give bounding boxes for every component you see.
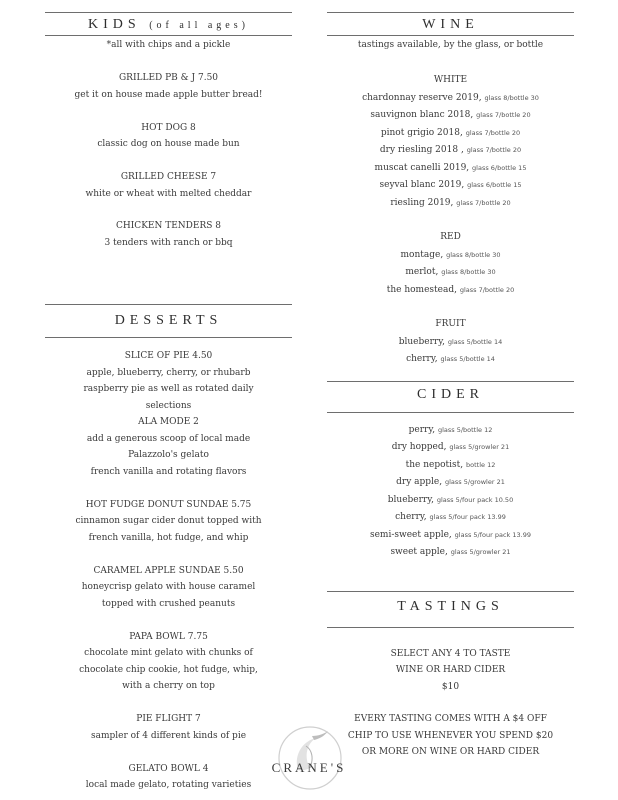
wine-item: blueberry, glass 5/bottle 14 — [398, 337, 503, 347]
crane-logo-icon — [276, 724, 344, 792]
cider-item: dry hopped, glass 5/growler 21 — [391, 442, 510, 452]
cider-item: blueberry, glass 5/four pack 10.50 — [387, 495, 514, 505]
cider-item: perry, glass 5/bottle 12 — [408, 425, 493, 435]
kids-title: KIDS — [88, 17, 141, 32]
dessert-item-title: PAPA BOWL 7.75 — [129, 632, 208, 642]
kids-item-desc: classic dog on house made bun — [97, 139, 240, 149]
tastings-line: CHIP TO USE WHENEVER YOU SPEND $20 — [347, 731, 554, 741]
cider-heading: CIDER — [417, 387, 484, 402]
tastings-heading: TASTINGS — [397, 599, 504, 614]
kids-item-desc: 3 tenders with ranch or bbq — [104, 238, 233, 248]
wine-item: seyval blanc 2019, glass 6/bottle 15 — [379, 180, 522, 190]
cider-item: semi-sweet apple, glass 5/four pack 13.99 — [369, 530, 531, 540]
dessert-item-desc: cinnamon sugar cider donut topped with — [75, 516, 262, 526]
wine-item: riesling 2019, glass 7/bottle 20 — [390, 198, 511, 208]
kids-subtitle: (of all ages) — [149, 20, 249, 31]
wine-item: montage, glass 8/bottle 30 — [400, 250, 501, 260]
wine-top-rule — [327, 12, 574, 13]
dessert-item-desc: honeycrisp gelato with house caramel — [81, 582, 256, 592]
kids-item-title: GRILLED PB & J 7.50 — [118, 73, 219, 83]
kids-item-desc: white or wheat with melted cheddar — [85, 189, 252, 199]
tastings-line: EVERY TASTING COMES WITH A $4 OFF — [354, 714, 547, 724]
dessert-item-title: GELATO BOWL 4 — [128, 764, 209, 774]
kids-item-title: HOT DOG 8 — [141, 123, 196, 133]
cider-item: cherry, glass 5/four pack 13.99 — [395, 512, 506, 522]
kids-item-title: CHICKEN TENDERS 8 — [116, 221, 221, 231]
dessert-item-desc: french vanilla and rotating flavors — [90, 467, 247, 477]
dessert-item-title: CARAMEL APPLE SUNDAE 5.50 — [93, 566, 244, 576]
wine-fruit-label: FRUIT — [435, 319, 466, 329]
kids-heading — [45, 17, 292, 33]
dessert-item-desc: chocolate chip cookie, hot fudge, whip, — [79, 665, 258, 675]
dessert-item-title: SLICE OF PIE 4.50 — [124, 351, 213, 361]
wine-item: cherry, glass 5/bottle 14 — [406, 354, 495, 364]
wine-item: chardonnay reserve 2019, glass 8/bottle 30 — [362, 93, 539, 103]
dessert-item-desc: sampler of 4 different kinds of pie — [90, 731, 247, 741]
wine-intro: tastings available, by the glass, or bottle — [357, 40, 544, 50]
cider-item: sweet apple, glass 5/growler 21 — [390, 547, 511, 557]
wine-item: muscat canelli 2019, glass 6/bottle 15 — [374, 163, 527, 173]
tastings-bottom-rule — [327, 627, 574, 628]
brand-wordmark: CRANE'S — [271, 760, 347, 775]
wine-white-label: WHITE — [433, 75, 468, 85]
tastings-line: WINE OR HARD CIDER — [395, 665, 506, 675]
tastings-line: OR MORE ON WINE OR HARD CIDER — [361, 747, 540, 757]
dessert-item-desc: local made gelato, rotating varieties — [85, 780, 252, 790]
cider-top-rule — [327, 381, 574, 382]
dessert-item-desc: apple, blueberry, cherry, or rhubarb — [86, 368, 251, 378]
desserts-bottom-rule — [45, 337, 292, 338]
tastings-top-rule — [327, 591, 574, 592]
cider-item: dry apple, glass 5/growler 21 — [396, 477, 505, 487]
dessert-item-desc: raspberry pie as well as rotated daily — [83, 384, 254, 394]
kids-bottom-rule — [45, 35, 292, 36]
kids-top-rule — [45, 12, 292, 13]
dessert-item-desc: french vanilla, hot fudge, and whip — [88, 533, 249, 543]
desserts-heading: DESSERTS — [114, 313, 223, 328]
dessert-item-desc: with a cherry on top — [122, 681, 215, 691]
kids-item-desc: get it on house made apple butter bread! — [74, 90, 263, 100]
dessert-item-desc: add a generous scoop of local made — [86, 434, 251, 444]
wine-red-label: RED — [440, 232, 461, 242]
wine-bottom-rule — [327, 35, 574, 36]
wine-item: merlot, glass 8/bottle 30 — [405, 267, 496, 277]
dessert-item-title: HOT FUDGE DONUT SUNDAE 5.75 — [85, 500, 252, 510]
tastings-line: SELECT ANY 4 TO TASTE — [390, 649, 511, 659]
cider-item: the nepotist, bottle 12 — [405, 460, 496, 470]
dessert-item-desc: selections — [145, 401, 192, 411]
wine-item: the homestead, glass 7/bottle 20 — [386, 285, 515, 295]
cider-bottom-rule — [327, 412, 574, 413]
wine-heading: WINE — [422, 17, 479, 32]
tastings-price: $10 — [441, 682, 460, 692]
dessert-item-desc: Palazzolo's gelato — [128, 450, 209, 460]
wine-item: sauvignon blanc 2018, glass 7/bottle 20 — [370, 110, 531, 120]
wine-item: pinot grigio 2018, glass 7/bottle 20 — [380, 128, 521, 138]
desserts-top-rule — [45, 304, 292, 305]
dessert-item-desc: chocolate mint gelato with chunks of — [84, 648, 253, 658]
kids-item-title: GRILLED CHEESE 7 — [120, 172, 217, 182]
kids-note: *all with chips and a pickle — [106, 40, 231, 50]
dessert-item-title: ALA MODE 2 — [138, 417, 199, 427]
dessert-item-desc: topped with crushed peanuts — [101, 599, 236, 609]
wine-item: dry riesling 2018 , glass 7/bottle 20 — [379, 145, 522, 155]
dessert-item-title: PIE FLIGHT 7 — [136, 714, 201, 724]
